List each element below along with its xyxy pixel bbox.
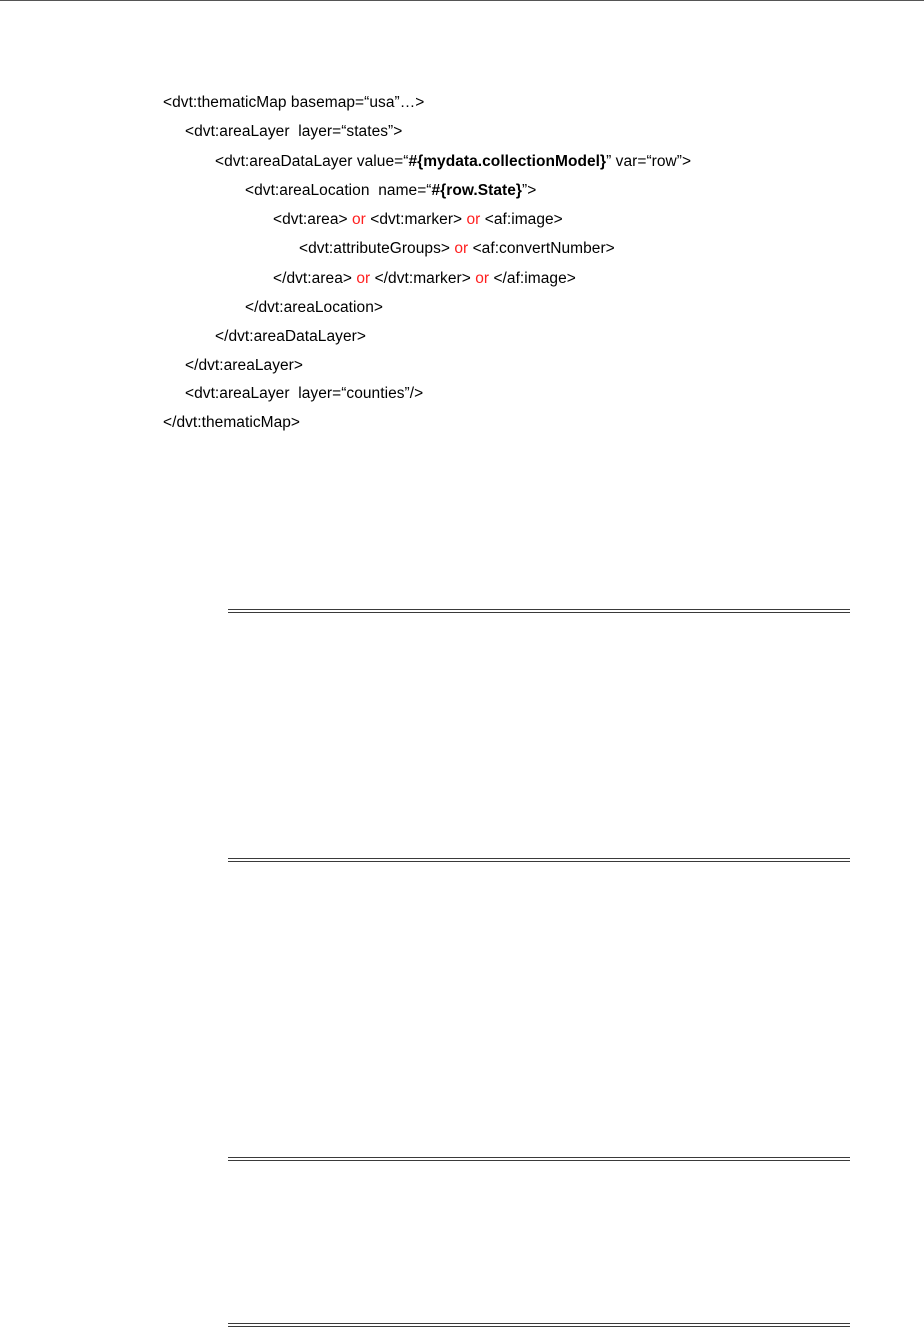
code-line [163,92,424,114]
code-text: </dvt:areaLocation> [245,299,383,316]
code-line [185,121,402,143]
or-keyword: or [475,270,490,287]
code-text: <dvt:marker> [365,211,467,228]
code-text: ”> [522,182,537,199]
code-text: <af:convertNumber> [468,240,615,257]
code-line [185,355,303,377]
or-keyword: or [466,211,481,228]
page-header-rule [0,0,924,1]
code-expression: #{mydata.collectionModel} [408,153,607,170]
or-keyword: or [356,270,371,287]
code-text: <dvt:thematicMap basemap=“usa”…> [163,94,425,111]
code-text: </dvt:thematicMap> [163,414,301,431]
code-text: <dvt:areaLayer layer=“counties”/> [185,385,424,402]
code-line [185,383,423,405]
note-top-rule [228,609,850,613]
or-keyword: or [454,240,469,257]
code-expression: #{row.State} [431,182,522,199]
code-line [215,326,366,348]
note-bottom-rule [228,858,850,862]
code-text: </dvt:marker> [370,270,476,287]
code-text: ” var=“row”> [606,153,692,170]
code-line [215,151,691,173]
code-text: </dvt:areaDataLayer> [215,328,366,345]
code-text: <dvt:area> [273,211,352,228]
code-line [273,268,576,290]
code-text: <af:image> [480,211,563,228]
code-text: <dvt:attributeGroups> [299,240,455,257]
code-text: <dvt:areaLocation name=“ [245,182,432,199]
code-text: <dvt:areaDataLayer value=“ [215,153,409,170]
code-text: <dvt:areaLayer layer=“states”> [185,123,403,140]
code-line [245,297,383,319]
code-text: </dvt:areaLayer> [185,357,303,374]
code-line [299,238,615,260]
code-line [163,412,300,434]
code-text: </dvt:area> [273,270,357,287]
code-line [273,209,563,231]
code-example-figure [163,92,863,432]
code-text: </af:image> [489,270,576,287]
note-bottom-rule [228,1323,850,1327]
code-line [245,180,536,202]
or-keyword: or [351,211,366,228]
note-top-rule [228,1157,850,1161]
